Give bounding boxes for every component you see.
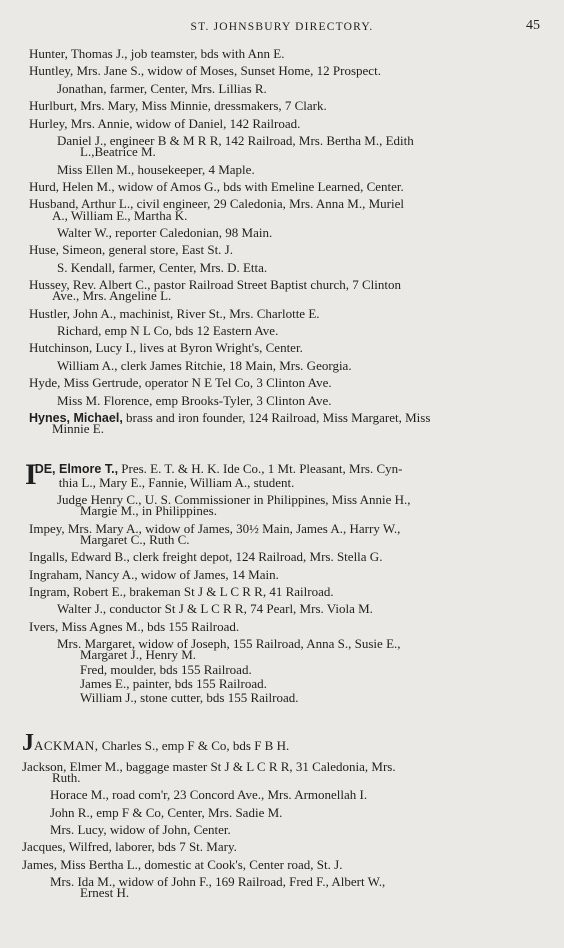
entry-text: Charles S., emp F & Co, bds F B H. [98, 738, 290, 754]
entry-ingram-robert: Ingram, Robert E., brakeman St J & L C R R, 41 Railroad. [29, 584, 334, 599]
entry-ingalls-edward: Ingalls, Edward B., clerk freight depot, 124 Railroad, Mrs. Stella G. [29, 549, 383, 565]
entry-jackson-horace: Horace M., road com'r, 23 Concord Ave., Mrs. Armonellah I. [50, 787, 368, 803]
entry-jackson-elmer: Jackson, Elmer M., baggage master St J & L C R R, 31 Caledonia, Mrs. [22, 758, 396, 774]
entry-jacques-wilfred: Jacques, Wilfred, laborer, bds 7 St. Mary. [22, 839, 237, 855]
page-number: 45 [526, 18, 540, 33]
entry-continuation: Minnie E. [52, 421, 104, 437]
entry-impey-mary: Impey, Mrs. Mary A., widow of James, 30½ Main, James A., Harry W., [29, 520, 401, 536]
entry-james-bertha: James, Miss Bertha L., domestic at Cook's, Center road, St. J. [22, 856, 343, 872]
entry-continuation: Margie M., in Philippines. [80, 503, 217, 519]
entry-hustler-richard: Richard, emp N L Co, bds 12 Eastern Ave. [57, 323, 279, 339]
entry-continuation: Margaret C., Ruth C. [80, 531, 190, 547]
entry-hurd-helen: Hurd, Helen M., widow of Amos G., bds with Emeline Learned, Center. [29, 178, 404, 194]
entry-continuation: Ave., Mrs. Angeline L. [52, 288, 172, 304]
dropcap-letter: I [25, 457, 37, 491]
section-gap [0, 440, 564, 462]
entry-text: Daniel J., engineer B & M R R, 142 Railroad, Mrs. Bertha M., Edith [57, 132, 414, 148]
entry-text: Pres. E. T. & H. K. Ide Co., 1 Mt. Pleasant, Mrs. Cyn- [118, 460, 403, 476]
entry-jackson-john: John R., emp F & Co, Center, Mrs. Sadie M. [50, 804, 283, 820]
entry-ivers-agnes: Ivers, Miss Agnes M., bds 155 Railroad. [29, 618, 240, 634]
entry-hurlburt-mary: Hurlburt, Mrs. Mary, Miss Minnie, dressmakers, 7 Clark. [29, 98, 327, 114]
entry-ivers-fred: Fred, moulder, bds 155 Railroad. [80, 661, 252, 677]
entry-hurley-ellen: Miss Ellen M., housekeeper, 4 Maple. [57, 161, 255, 177]
entry-continuation: Margaret J., Henry M. [80, 647, 197, 663]
entry-james-ida: Mrs. Ida M., widow of John F., 169 Railroad, Fred F., Albert W., [50, 874, 386, 890]
entry-ide-henry: Judge Henry C., U. S. Commissioner in Philippines, Miss Annie H., [57, 492, 411, 508]
entry-hyde-gertrude: Hyde, Miss Gertrude, operator N E Tel Co, 3 Clinton Ave. [29, 375, 332, 391]
entry-name: Hynes, Michael, [29, 411, 123, 426]
entry-hutchinson-lucy: Hutchinson, Lucy I., lives at Byron Wright's, Center. [29, 340, 303, 356]
entry-hussey-albert: Hussey, Rev. Albert C., pastor Railroad Street Baptist church, 7 Clinton [29, 277, 402, 293]
entry-name: ACKMAN, [34, 738, 99, 754]
entry-name: DE, Elmore T., [34, 461, 119, 476]
entry-huse-simeon: Huse, Simeon, general store, East St. J. [29, 242, 233, 258]
entry-jackman-charles [0, 730, 564, 756]
entry-husband-arthur: Husband, Arthur L., civil engineer, 29 Caledonia, Mrs. Anna M., Muriel [29, 196, 404, 212]
section-gap [0, 708, 564, 730]
page-header [0, 18, 564, 38]
entry-huntley-jane: Huntley, Mrs. Jane S., widow of Moses, Sunset Home, 12 Prospect. [29, 63, 381, 79]
entry-continuation: Ruth. [52, 769, 81, 785]
entry-ivers-margaret: Mrs. Margaret, widow of Joseph, 155 Railroad, Anna S., Susie E., [57, 636, 401, 652]
entry-hunter-thomas: Hunter, Thomas J., job teamster, bds with Ann E. [29, 46, 285, 61]
entry-hurley-annie: Hurley, Mrs. Annie, widow of Daniel, 142 Railroad. [29, 115, 301, 131]
entry-huntley-jonathan: Jonathan, farmer, Center, Mrs. Lillias R. [57, 80, 267, 96]
entry-continuation: Ernest H. [80, 885, 130, 901]
entry-text: brass and iron founder, 124 Railroad, Miss Margaret, Miss [122, 410, 431, 426]
directory-entries [0, 47, 564, 904]
entry-ide-elmore [0, 457, 564, 491]
entry-continuation: A., William E., Martha K. [52, 207, 188, 223]
entry-hyde-florence: Miss M. Florence, emp Brooks-Tyler, 3 Clinton Ave. [57, 392, 332, 408]
entry-hustler-john: Hustler, John A., machinist, River St., Mrs. Charlotte E. [29, 305, 320, 321]
dropcap-letter: J [22, 730, 34, 757]
running-title: ST. JOHNSBURY DIRECTORY. [190, 21, 374, 33]
entry-husband-walter: Walter W., reporter Caledonian, 98 Main. [57, 224, 273, 240]
entry-ingraham-nancy: Ingraham, Nancy A., widow of James, 14 Main. [29, 566, 279, 582]
entry-hutchinson-william: William A., clerk James Ritchie, 18 Main, Mrs. Georgia. [57, 357, 352, 373]
entry-ingram-walter: Walter J., conductor St J & L C R R, 74 Pearl, Mrs. Viola M. [57, 601, 373, 617]
entry-ivers-william: William J., stone cutter, bds 155 Railroad. [80, 689, 299, 705]
entry-continuation: thia L., Mary E., Fannie, William A., student. [58, 474, 295, 490]
entry-continuation: L.,Beatrice M. [80, 144, 156, 160]
entry-jackson-lucy: Mrs. Lucy, widow of John, Center. [50, 821, 231, 837]
entry-huse-kendall: S. Kendall, farmer, Center, Mrs. D. Etta. [57, 259, 268, 275]
entry-ivers-james: James E., painter, bds 155 Railroad. [80, 675, 267, 691]
